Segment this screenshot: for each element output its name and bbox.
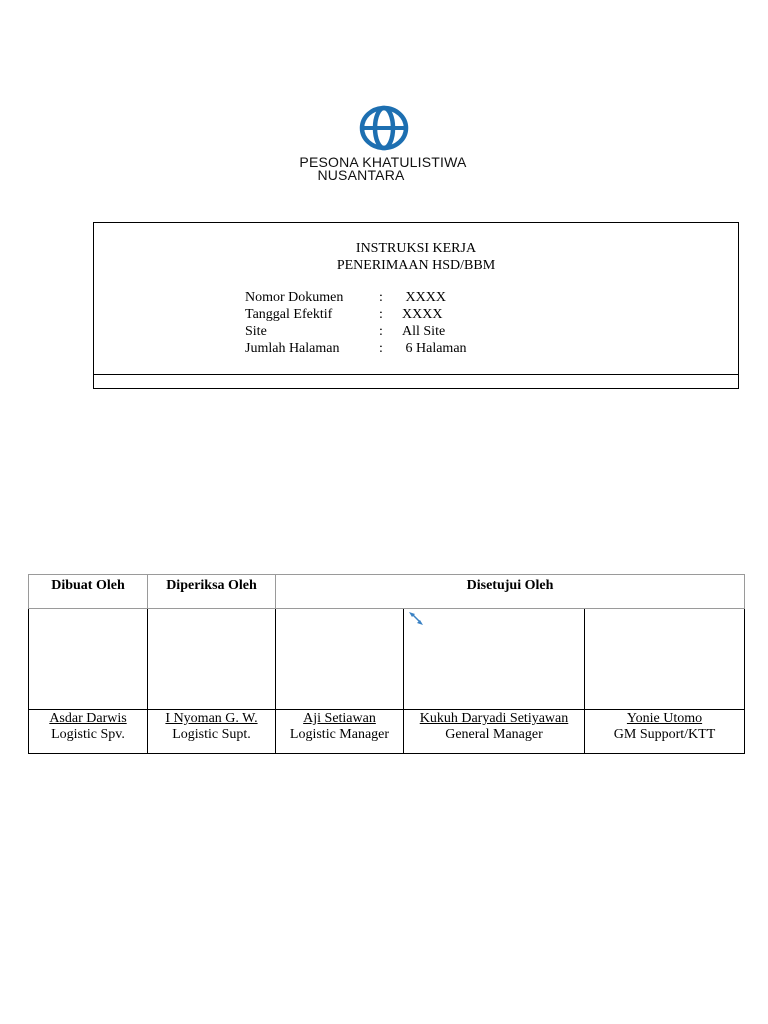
signatory-cell [404, 710, 585, 754]
meta-row-site [245, 323, 467, 340]
approval-table [28, 574, 745, 754]
signatory-name: Yonie Utomo [626, 711, 703, 726]
signatory-name: I Nyoman G. W. [165, 711, 258, 726]
approval-header-row [29, 575, 745, 609]
meta-label: Nomor Dokumen [245, 290, 344, 305]
signature-cell[interactable] [148, 609, 276, 710]
meta-colon: : [379, 341, 383, 356]
header-approved-by: Disetujui Oleh [276, 575, 745, 609]
meta-value: XXXX [402, 307, 443, 322]
meta-row-jumlah-halaman [245, 340, 467, 357]
company-name [0, 156, 768, 181]
meta-colon: : [379, 307, 383, 322]
company-logo [0, 104, 768, 181]
document-name: PENERIMAAN HSD/BBM [336, 258, 496, 273]
signatory-cell [276, 710, 404, 754]
signatory-name: Aji Setiawan [303, 711, 376, 726]
signatory-role: Logistic Manager [289, 727, 390, 742]
signatory-role: Logistic Supt. [172, 727, 251, 742]
signature-cell[interactable] [585, 609, 745, 710]
signature-row [29, 609, 745, 710]
meta-label: Site [245, 324, 267, 339]
header-made-by: Dibuat Oleh [29, 575, 148, 609]
document-meta [245, 289, 467, 357]
signatory-cell [148, 710, 276, 754]
meta-label: Jumlah Halaman [245, 341, 340, 356]
signatory-name: Asdar Darwis [49, 711, 127, 726]
meta-value: All Site [402, 324, 446, 339]
meta-row-nomor-dokumen [245, 289, 467, 306]
signature-cell[interactable] [404, 609, 585, 710]
signatory-role: General Manager [445, 727, 543, 742]
signatory-role: GM Support/KTT [613, 727, 716, 742]
header-checked-by: Diperiksa Oleh [148, 575, 276, 609]
signatory-cell [585, 710, 745, 754]
meta-colon: : [379, 290, 383, 305]
resize-handle-icon[interactable] [408, 611, 426, 627]
meta-value: XXXX [402, 290, 446, 305]
signatory-role: Logistic Spv. [51, 727, 125, 742]
meta-colon: : [379, 324, 383, 339]
signatory-name: Kukuh Daryadi Setiyawan [419, 711, 569, 726]
meta-value: 6 Halaman [402, 341, 467, 356]
meta-label: Tanggal Efektif [245, 307, 333, 322]
signatory-row [29, 710, 745, 754]
company-name-line2: NUSANTARA [317, 167, 405, 183]
document-type: INSTRUKSI KERJA [355, 241, 477, 256]
meta-row-tanggal-efektif [245, 306, 467, 323]
document-title [94, 240, 738, 274]
company-name-line1: PESONA KHATULISTIWA [299, 154, 467, 170]
signature-cell[interactable] [29, 609, 148, 710]
document-info-box [93, 222, 739, 389]
signature-cell[interactable] [276, 609, 404, 710]
globe-icon [358, 104, 410, 152]
info-box-divider [94, 374, 738, 375]
signatory-cell [29, 710, 148, 754]
